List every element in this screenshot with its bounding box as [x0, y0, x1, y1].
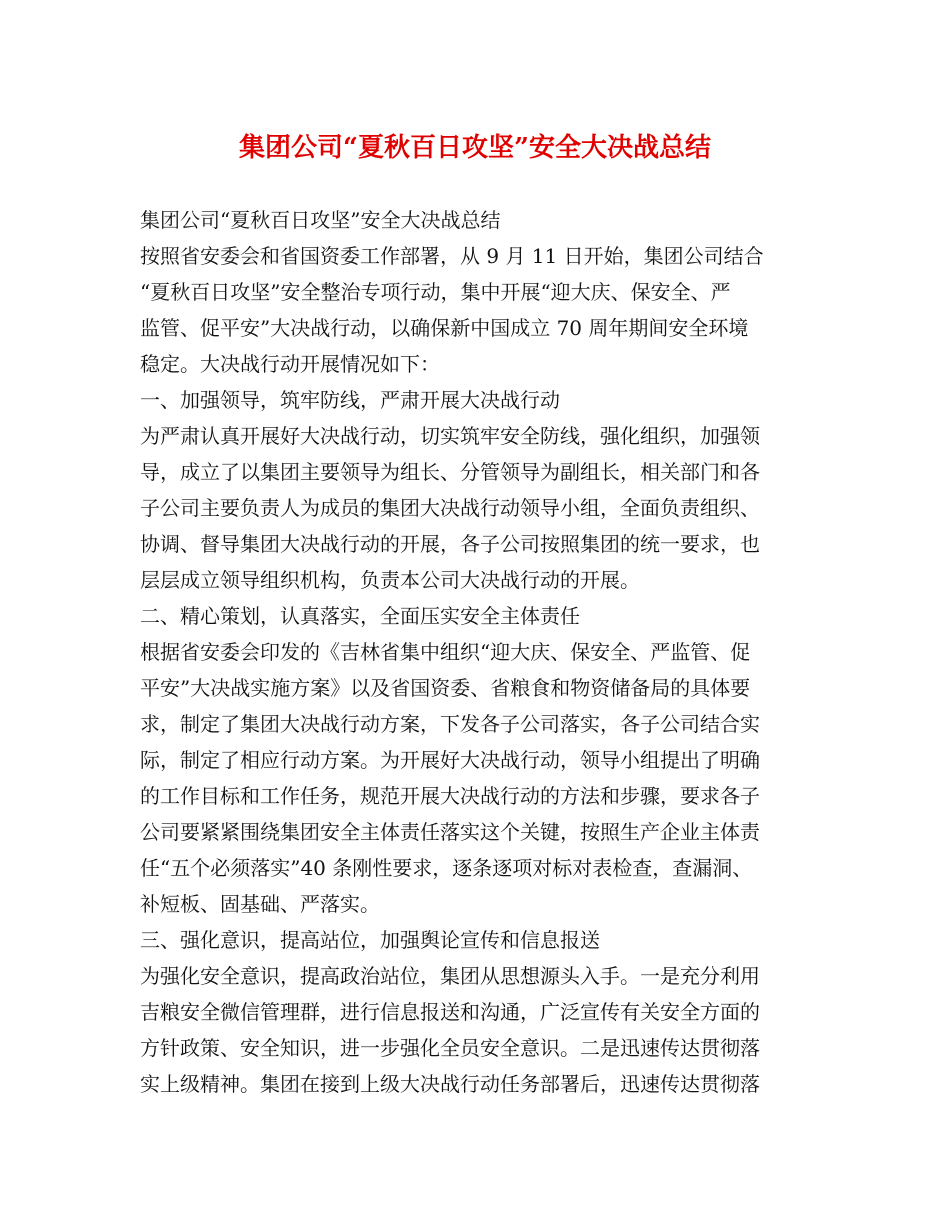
body-line: 监管、促平安”大决战行动，以确保新中国成立 70 周年期间安全环境 — [140, 316, 749, 340]
body-line: 任“五个必须落实”40 条刚性要求，逐条逐项对标对表检查，查漏洞、 — [140, 856, 753, 880]
body-line: 补短板、固基础、严落实。 — [140, 892, 380, 916]
body-line: 为强化安全意识，提高政治站位，集团从思想源头入手。一是充分利用 — [140, 964, 760, 988]
body-line: “夏秋百日攻坚”安全整治专项行动，集中开展“迎大庆、保安全、严 — [140, 280, 731, 304]
body-line: 吉粮安全微信管理群，进行信息报送和沟通，广泛宣传有关安全方面的 — [140, 1000, 760, 1024]
document-body — [140, 202, 840, 1102]
body-line: 子公司主要负责人为成员的集团大决战行动领导小组，全面负责组织、 — [140, 496, 760, 520]
body-line: 平安”大决战实施方案》以及省国资委、省粮食和物资储备局的具体要 — [140, 676, 751, 700]
body-line: 层层成立领导组织机构，负责本公司大决战行动的开展。 — [140, 568, 640, 592]
body-line: 求，制定了集团大决战行动方案，下发各子公司落实，各子公司结合实 — [140, 712, 760, 736]
body-line: 方针政策、安全知识，进一步强化全员安全意识。二是迅速传达贯彻落 — [140, 1036, 760, 1060]
document-title: 集团公司“夏秋百日攻坚”安全大决战总结 — [239, 133, 711, 163]
section-heading: 三、强化意识，提高站位，加强舆论宣传和信息报送 — [140, 928, 600, 952]
section-heading: 一、加强领导，筑牢防线，严肃开展大决战行动 — [140, 388, 560, 412]
body-line: 的工作目标和工作任务，规范开展大决战行动的方法和步骤，要求各子 — [140, 784, 760, 808]
body-line: 稳定。大决战行动开展情况如下： — [140, 352, 440, 376]
body-line: 集团公司“夏秋百日攻坚”安全大决战总结 — [140, 208, 501, 232]
body-line: 为严肃认真开展好大决战行动，切实筑牢安全防线，强化组织，加强领 — [140, 424, 760, 448]
body-line: 公司要紧紧围绕集团安全主体责任落实这个关键，按照生产企业主体责 — [140, 820, 760, 844]
body-line: 导，成立了以集团主要领导为组长、分管领导为副组长，相关部门和各 — [140, 460, 760, 484]
section-heading: 二、精心策划，认真落实，全面压实安全主体责任 — [140, 604, 580, 628]
body-line: 根据省安委会印发的《吉林省集中组织“迎大庆、保安全、严监管、促 — [140, 640, 751, 664]
body-line: 协调、督导集团大决战行动的开展，各子公司按照集团的统一要求，也 — [140, 532, 760, 556]
body-line: 际，制定了相应行动方案。为开展好大决战行动，领导小组提出了明确 — [140, 748, 760, 772]
body-line: 按照省安委会和省国资委工作部署，从 9 月 11 日开始，集团公司结合 — [140, 244, 764, 268]
body-line: 实上级精神。集团在接到上级大决战行动任务部署后，迅速传达贯彻落 — [140, 1072, 760, 1096]
